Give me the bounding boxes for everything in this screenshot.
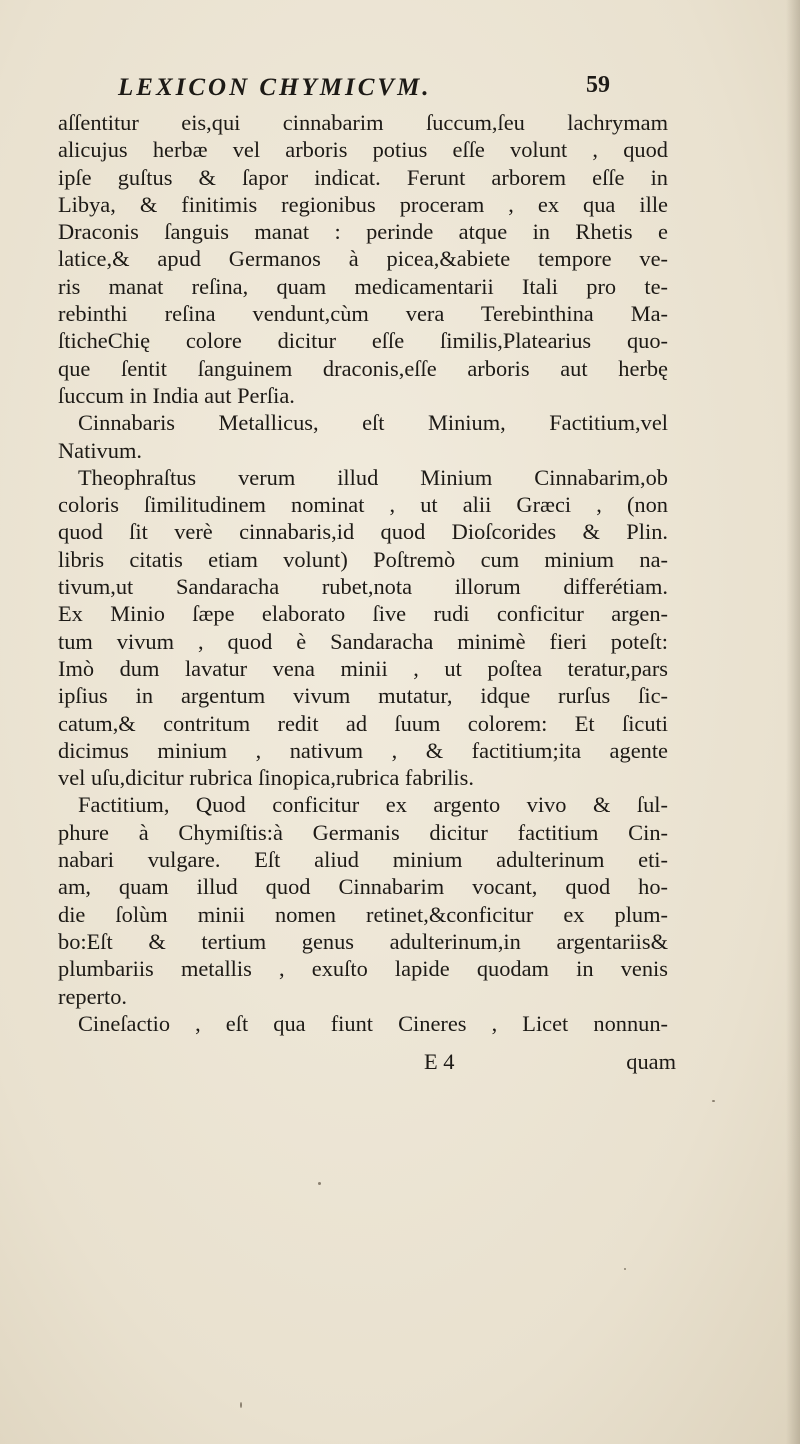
entry-heading-line: Cinnabaris Metallicus, eſt Minium, Factitium,vel [78, 410, 668, 436]
page-number: 59 [586, 72, 610, 98]
paper-speck [240, 1402, 242, 1408]
text-line: quod ſit verè cinnabaris,id quod Dioſcorides & Plin. [58, 519, 668, 545]
text-line: reperto. [58, 983, 127, 1009]
text-line: Libya, & finitimis regionibus proceram , ex qua ille [58, 191, 668, 217]
text-line: rebinthi reſina vendunt,cùm vera Terebinthina Ma- [58, 301, 668, 327]
text-line: latice,& apud Germanos à picea,&abiete tempore ve- [58, 246, 668, 272]
text-line: dicimus minium , nativum , & factitium;ita agente [58, 737, 668, 763]
text-line: phure à Chymiſtis:à Germanis dicitur factitium Cin- [58, 819, 668, 845]
running-head: LEXICON CHYMICVM. [118, 74, 432, 101]
text-line: ipſe guſtus & ſapor indicat. Ferunt arborem eſſe in [58, 164, 668, 190]
text-line: Factitium, Quod conficitur ex argento vivo & ſul- [78, 792, 668, 818]
text-line: die ſolùm minii nomen retinet,&conficitur ex plum- [58, 901, 668, 927]
text-line: plumbariis metallis , exuſto lapide quodam in venis [58, 956, 668, 982]
text-line: ſuccum in India aut Perſia. [58, 382, 295, 408]
paper-speck [712, 1100, 715, 1102]
text-line: Theophraſtus verum illud Minium Cinnabarim,ob [78, 464, 668, 490]
text-line: ris manat reſina, quam medicamentarii Itali pro te- [58, 273, 668, 299]
text-line: Draconis ſanguis manat : perinde atque in Rhetis e [58, 219, 668, 245]
text-line: aſſentitur eis,qui cinnabarim ſuccum,ſeu lachrymam [58, 110, 668, 135]
text-line: am, quam illud quod Cinnabarim vocant, quod ho- [58, 874, 668, 900]
paper-speck [318, 1182, 321, 1185]
text-line: ipſius in argentum vivum mutatur, idque rurſus ſic- [58, 683, 668, 709]
text-line: que ſentit ſanguinem draconis,eſſe arboris aut herbę [58, 355, 668, 381]
text-line: nabari vulgare. Eſt aliud minium adulterinum eti- [58, 847, 668, 873]
text-line: Imò dum lavatur vena minii , ut poſtea teratur,pars [58, 655, 668, 681]
entry-heading-line: Cineſactio , eſt qua fiunt Cineres , Licet nonnun- [78, 1010, 668, 1036]
signature-mark: E 4 [424, 1049, 455, 1074]
text-line: tivum,ut Sandaracha rubet,nota illorum differétiam. [58, 574, 668, 600]
paper-speck [624, 1268, 626, 1270]
page-footer [58, 1049, 676, 1077]
text-line: vel uſu,dicitur rubrica ſinopica,rubrica fabrilis. [58, 765, 474, 791]
page-edge-shadow [786, 0, 800, 1444]
text-line: Nativum. [58, 437, 142, 463]
text-line: libris citatis etiam volunt) Poſtremò cum minium na- [58, 546, 668, 572]
catchword: quam [626, 1049, 676, 1074]
text-line: bo:Eſt & tertium genus adulterinum,in argentariis& [58, 928, 668, 954]
body-text [58, 109, 668, 1037]
text-line: catum,& contritum redit ad ſuum colorem: Et ſicuti [58, 710, 668, 736]
text-line: tum vivum , quod è Sandaracha minimè fieri poteſt: [58, 628, 668, 654]
text-line: alicujus herbæ vel arboris potius eſſe volunt , quod [58, 137, 668, 163]
text-line: coloris ſimilitudinem nominat , ut alii Græci , (non [58, 492, 668, 518]
text-line: Ex Minio ſæpe elaborato ſive rudi conficitur argen- [58, 601, 668, 627]
text-line: ſticheChię colore dicitur eſſe ſimilis,Platearius quo- [58, 328, 668, 354]
